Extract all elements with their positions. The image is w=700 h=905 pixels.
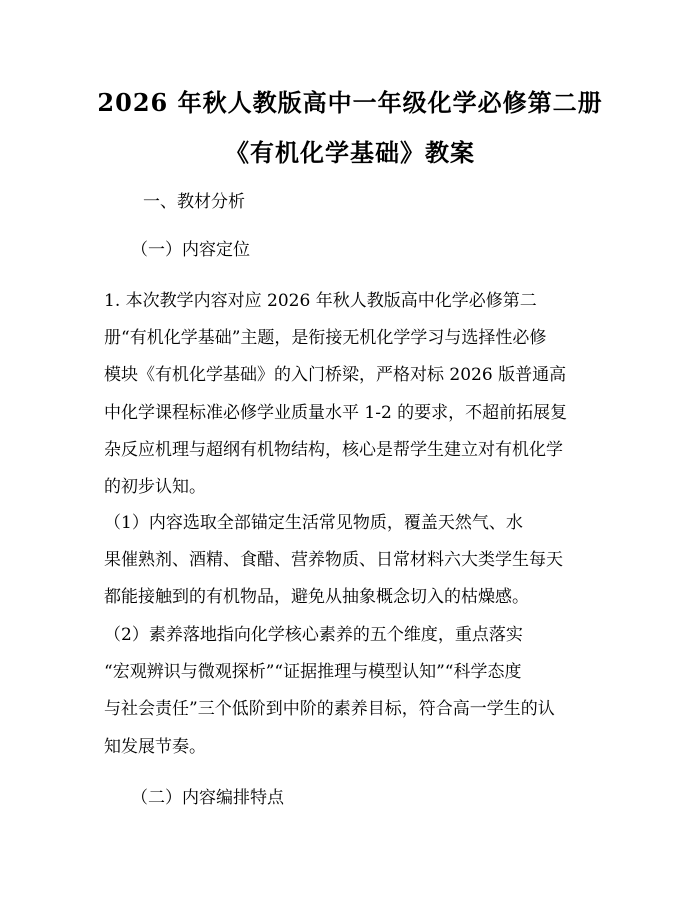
paragraph-line: 与社会责任”三个低阶到中阶的素养目标，符合高一学生的认 bbox=[104, 699, 555, 720]
paragraph-line: “宏观辨识与微观探析”“证据推理与模型认知”“科学态度 bbox=[104, 662, 522, 683]
paragraph-line: 都能接触到的有机物品，避免从抽象概念切入的枯燥感。 bbox=[104, 587, 529, 608]
paragraph-line: 中化学课程标准必修学业质量水平 1-2 的要求，不超前拓展复 bbox=[104, 402, 568, 423]
paragraph-line: （2）素养落地指向化学核心素养的五个维度，重点落实 bbox=[104, 625, 523, 645]
subsection-heading-content-arrangement: （二）内容编排特点 bbox=[131, 788, 284, 808]
paragraph-line: 册“有机化学基础”主题，是衔接无机化学学习与选择性必修 bbox=[104, 328, 547, 349]
section-heading-teaching-material-analysis: 一、教材分析 bbox=[143, 192, 245, 212]
paragraph-literacy-goals bbox=[104, 617, 604, 766]
document-title-line-1: 2026 年秋人教版高中一年级化学必修第二册 bbox=[97, 88, 603, 117]
paragraph-line: 模块《有机化学基础》的入门桥梁，严格对标 2026 版普通高 bbox=[104, 365, 567, 386]
document-title-line-2: 《有机化学基础》教案 bbox=[225, 138, 475, 167]
paragraph-line: 的初步认知。 bbox=[104, 476, 206, 497]
paragraph-content-positioning bbox=[104, 283, 604, 506]
paragraph-line: 1. 本次教学内容对应 2026 年秋人教版高中化学必修第二 bbox=[104, 291, 537, 311]
paragraph-line: 杂反应机理与超纲有机物结构，核心是帮学生建立对有机化学 bbox=[104, 439, 563, 460]
paragraph-line: （1）内容选取全部锚定生活常见物质，覆盖天然气、水 bbox=[104, 513, 523, 533]
paragraph-line: 知发展节奏。 bbox=[104, 736, 206, 757]
paragraph-line: 果催熟剂、酒精、食醋、营养物质、日常材料六大类学生每天 bbox=[104, 550, 563, 571]
subsection-heading-content-positioning: （一）内容定位 bbox=[131, 240, 250, 260]
paragraph-content-selection bbox=[104, 505, 604, 617]
